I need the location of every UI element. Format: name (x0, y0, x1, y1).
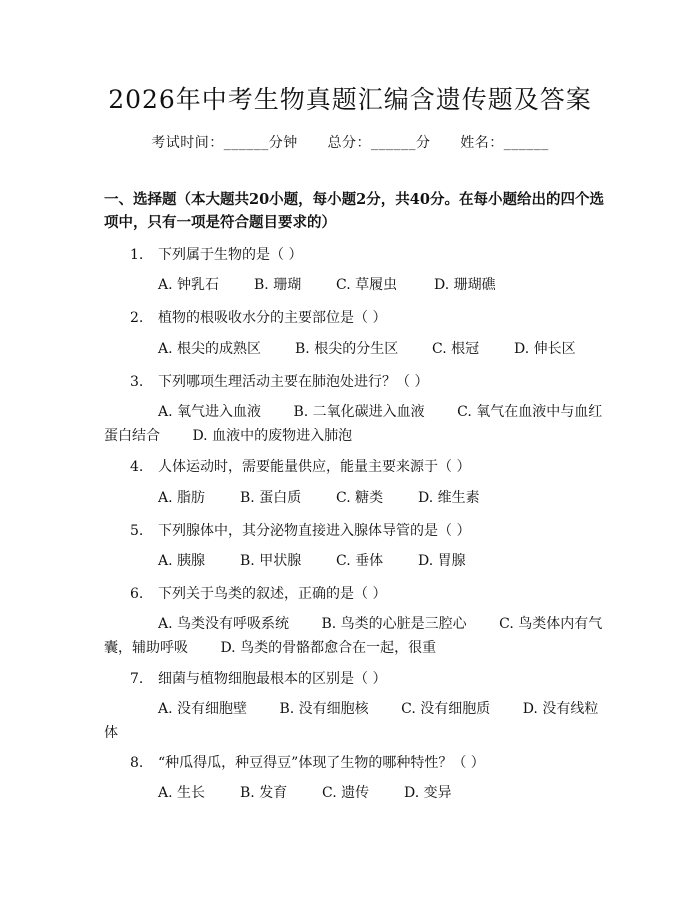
option-b: B. 发育 (240, 785, 288, 801)
option-d: D. 珊瑚礁 (434, 277, 496, 293)
option-a: A. 没有细胞壁 (158, 701, 248, 717)
option-a: A. 鸟类没有呼吸系统 (158, 616, 290, 632)
question-6-options (104, 612, 604, 660)
option-a: A. 脂肪 (158, 490, 206, 506)
question-stem: 人体运动时，需要能量供应，能量主要来源于（ ） (158, 459, 471, 475)
option-d: D. 鸟类的骨骼都愈合在一起，很重 (220, 640, 437, 656)
question-number: 6. (130, 586, 144, 602)
question-stem: 下列属于生物的是（ ） (158, 247, 303, 263)
question-7 (130, 668, 386, 688)
option-c: C. 氧气在血液中与血红蛋白结合 (104, 404, 603, 444)
question-2-options (104, 337, 604, 361)
exam-meta-text: 考试时间：______分钟 总分：______分 姓名：______ (151, 135, 549, 151)
question-3 (130, 371, 428, 391)
question-number: 7. (130, 671, 144, 687)
option-b: B. 鸟类的心脏是三腔心 (321, 616, 467, 632)
option-d: D. 没有线粒体 (104, 701, 599, 741)
option-b: B. 二氧化碳进入血液 (293, 404, 425, 420)
question-5 (130, 520, 470, 540)
question-stem: 下列哪项生理活动主要在肺泡处进行？（ ） (158, 374, 429, 390)
option-b: B. 根尖的分生区 (295, 341, 399, 357)
option-a: A. 钟乳石 (158, 277, 220, 293)
option-c: C. 草履虫 (336, 277, 398, 293)
exam-meta (0, 132, 700, 152)
question-7-options (104, 697, 604, 745)
question-stem: 下列关于鸟类的叙述，正确的是（ ） (158, 586, 387, 602)
question-1 (130, 244, 302, 264)
option-b: B. 没有细胞核 (279, 701, 369, 717)
option-b: B. 蛋白质 (240, 490, 302, 506)
question-stem: 细菌与植物细胞最根本的区别是（ ） (158, 671, 387, 687)
question-2 (130, 307, 386, 327)
question-3-options (104, 400, 604, 448)
question-stem: 下列腺体中，其分泌物直接进入腺体导管的是（ ） (158, 523, 471, 539)
question-stem: 植物的根吸收水分的主要部位是（ ） (158, 310, 387, 326)
option-d: D. 血液中的废物进入肺泡 (192, 428, 353, 444)
page-title: 2026年中考生物真题汇编含遗传题及答案 (108, 85, 592, 114)
option-d: D. 胃腺 (418, 553, 466, 569)
question-number: 5. (130, 523, 144, 539)
option-c: C. 没有细胞质 (401, 701, 491, 717)
option-a: A. 胰腺 (158, 553, 206, 569)
question-number: 8. (130, 755, 144, 771)
option-a: A. 氧气进入血液 (158, 404, 262, 420)
question-5-options (104, 549, 604, 573)
question-8 (130, 752, 485, 772)
option-c: C. 根冠 (432, 341, 480, 357)
question-number: 3. (130, 374, 144, 390)
question-1-options (104, 273, 604, 297)
option-d: D. 维生素 (418, 490, 480, 506)
option-d: D. 伸长区 (514, 341, 576, 357)
option-b: B. 珊瑚 (254, 277, 302, 293)
option-a: A. 根尖的成熟区 (158, 341, 262, 357)
question-6 (130, 583, 386, 603)
question-4 (130, 456, 470, 476)
option-a: A. 生长 (158, 785, 206, 801)
option-c: C. 遗传 (322, 785, 370, 801)
question-number: 1. (130, 247, 144, 263)
option-c: C. 鸟类体内有气囊，辅助呼吸 (104, 616, 603, 656)
option-c: C. 糖类 (336, 490, 384, 506)
question-8-options (104, 781, 604, 805)
section-heading: 一、选择题（本大题共20小题，每小题2分，共40分。在每小题给出的四个选项中，只有一项是符合题目要求的） (104, 191, 604, 231)
question-number: 4. (130, 459, 144, 475)
question-4-options (104, 486, 604, 510)
option-d: D. 变异 (404, 785, 452, 801)
question-number: 2. (130, 310, 144, 326)
option-c: C. 垂体 (336, 553, 384, 569)
option-b: B. 甲状腺 (240, 553, 302, 569)
question-stem: “种瓜得瓜，种豆得豆”体现了生物的哪种特性？（ ） (158, 755, 485, 771)
